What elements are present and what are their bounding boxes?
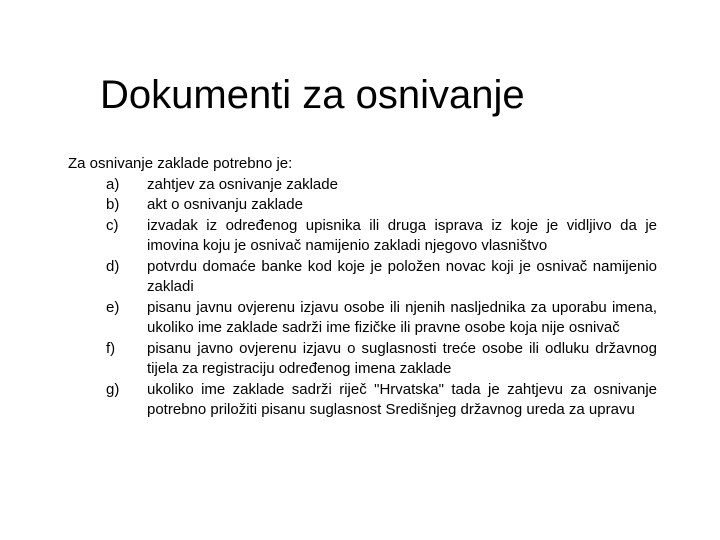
list-marker: e) <box>106 298 120 316</box>
list-marker: c) <box>106 216 119 234</box>
list-marker: b) <box>106 196 120 213</box>
list-item-text: pisanu javnu ovjerenu izjavu osobe ili njenih nasljednika za uporabu imena, ukoliko ime zaklade sadrži ime fizičke ili pravne osobe koja nije osnivač <box>147 298 657 336</box>
slide-content <box>68 154 658 421</box>
list-item <box>68 216 658 257</box>
list-marker: a) <box>106 175 120 193</box>
list-marker: f) <box>106 339 116 357</box>
list-item <box>68 298 658 339</box>
list-item <box>68 339 658 380</box>
list-item <box>68 380 658 421</box>
list-item-text: akt o osnivanju zaklade <box>147 196 303 213</box>
list-item <box>68 195 658 216</box>
list-item-text: pisanu javno ovjerenu izjavu o suglasnosti treće osobe ili odluku državnog tijela za registraciju određenog imena zaklade <box>147 339 657 377</box>
list-item-text: ukoliko ime zaklade sadrži riječ "Hrvatska" tada je zahtjevu za osnivanje potrebno priložiti pisanu suglasnost Središnjeg državnog ureda za upravu <box>147 380 657 418</box>
list-item-text: izvadak iz određenog upisnika ili druga isprava iz koje je vidljivo da je imovina koju je osnivač namijenio zakladi njegovo vlasništvo <box>147 216 657 254</box>
list-item-text: zahtjev za osnivanje zaklade <box>147 175 338 193</box>
list-item <box>68 257 658 298</box>
list-item-text: potvrdu domaće banke kod koje je položen novac koji je osnivač namijenio zakladi <box>147 257 657 295</box>
list-marker: g) <box>106 380 120 398</box>
slide-title: Dokumenti za osnivanje <box>100 73 525 117</box>
requirements-list <box>68 175 658 421</box>
intro-text: Za osnivanje zaklade potrebno je: <box>68 155 293 172</box>
list-marker: d) <box>106 257 120 275</box>
list-item <box>68 175 658 196</box>
